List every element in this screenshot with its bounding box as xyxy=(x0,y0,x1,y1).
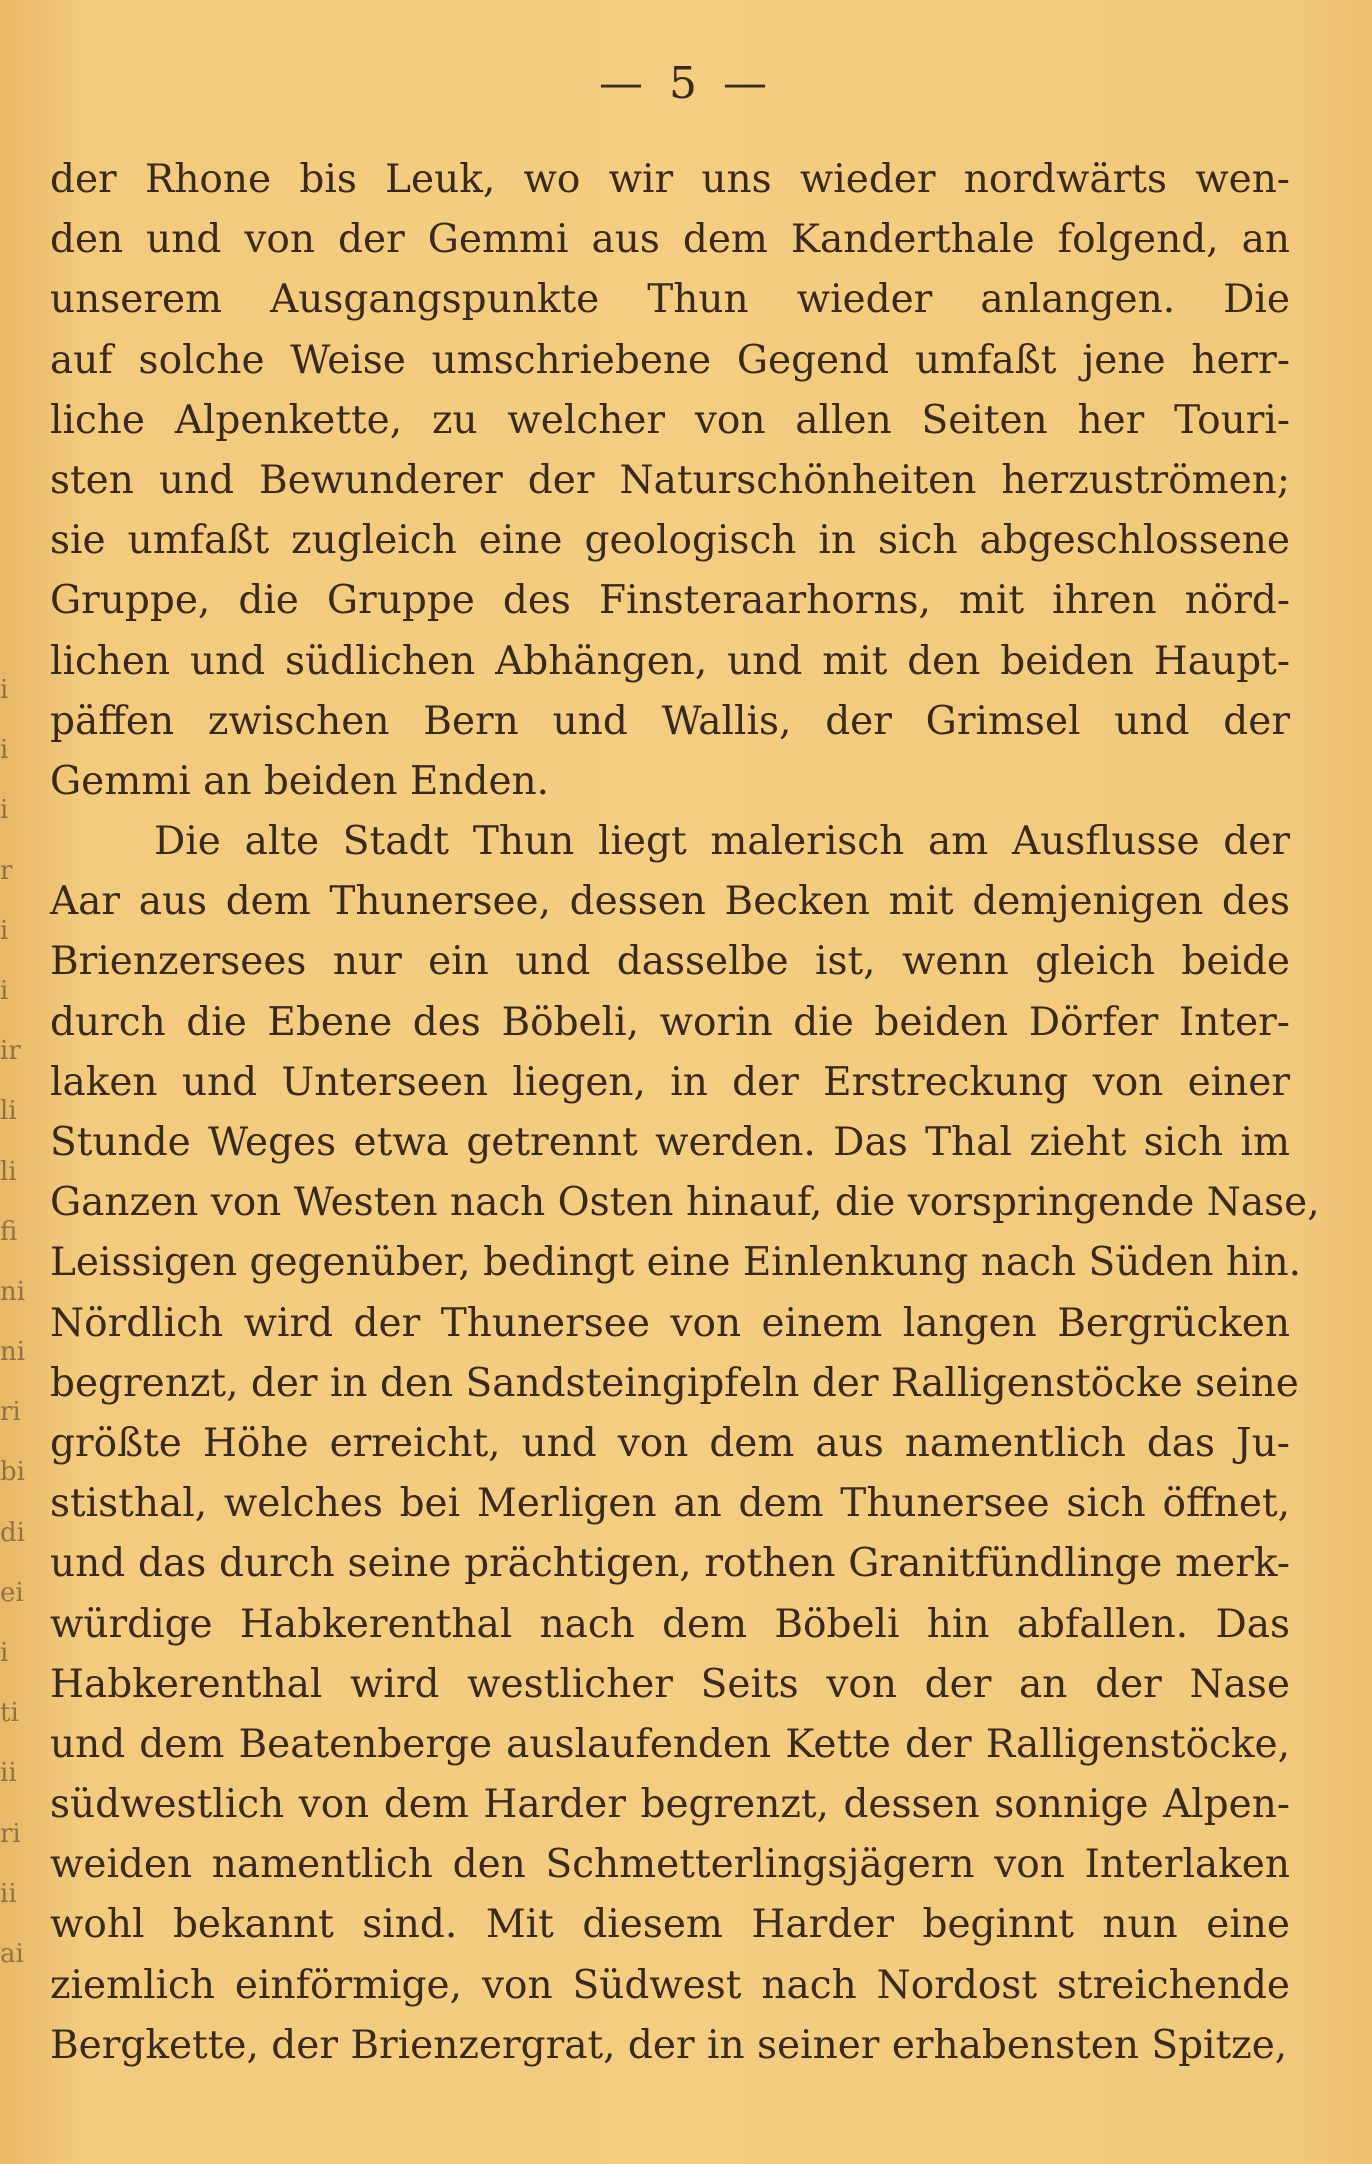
text-line: liche Alpenkette, zu welcher von allen Seiten her Touri- xyxy=(50,397,1290,443)
bleed-mark: i xyxy=(0,915,9,946)
text-line: unserem Ausgangspunkte Thun wieder anlangen. Die xyxy=(50,277,1290,323)
text-line: Brienzersees nur ein und dasselbe ist, wenn gleich beide xyxy=(50,939,1290,985)
text-line: Bergkette, der Brienzergrat, der in seiner erhabensten Spitze, xyxy=(50,2022,1288,2068)
body-text xyxy=(50,150,1320,2076)
bleed-mark: li xyxy=(0,1096,17,1127)
bleed-mark: li xyxy=(0,1156,17,1187)
bleed-mark: r xyxy=(0,855,13,886)
text-line: ziemlich einförmige, von Südwest nach Nordost streichende xyxy=(50,1962,1290,2008)
bleed-mark: i xyxy=(0,795,9,826)
bleed-mark: ni xyxy=(0,1337,26,1368)
text-line: und das durch seine prächtigen, rothen Granitfündlinge merk- xyxy=(50,1541,1290,1587)
bleed-mark: ei xyxy=(0,1577,24,1608)
text-line: weiden namentlich den Schmetterlingsjägern von Interlaken xyxy=(50,1842,1290,1888)
bleed-mark: ir xyxy=(0,1036,21,1067)
text-line: Die alte Stadt Thun liegt malerisch am Ausflusse der xyxy=(154,819,1290,865)
text-line: stisthal, welches bei Merligen an dem Thunersee sich öffnet, xyxy=(50,1481,1290,1527)
bleed-mark: i xyxy=(0,675,9,705)
text-line: den und von der Gemmi aus dem Kanderthale folgend, an xyxy=(50,217,1290,263)
text-line: Ganzen von Westen nach Osten hinauf, die vorspringende Nase, xyxy=(50,1180,1320,1226)
page-number: — 5 — xyxy=(599,58,773,109)
bleed-mark: ni xyxy=(0,1276,26,1307)
text-line: sten und Bewunderer der Naturschönheiten herzuströmen; xyxy=(50,457,1290,503)
text-line: und dem Beatenberge auslaufenden Kette der Ralligenstöcke, xyxy=(50,1721,1290,1767)
bleed-mark: fi xyxy=(0,1216,18,1247)
text-line: südwestlich von dem Harder begrenzt, dessen sonnige Alpen- xyxy=(50,1782,1290,1828)
bleed-mark: di xyxy=(0,1517,25,1548)
bleed-mark: ri xyxy=(0,1818,21,1849)
text-line: lichen und südlichen Abhängen, und mit den beiden Haupt- xyxy=(50,638,1290,684)
text-line: Gruppe, die Gruppe des Finsteraarhorns, mit ihren nörd- xyxy=(50,578,1290,624)
text-line: Leissigen gegenüber, bedingt eine Einlenkung nach Süden hin. xyxy=(50,1240,1302,1286)
text-line: Habkerenthal wird westlicher Seits von der an der Nase xyxy=(50,1661,1290,1707)
bleed-mark: ti xyxy=(0,1698,19,1729)
bleed-mark: ii xyxy=(0,1878,17,1909)
text-line: der Rhone bis Leuk, wo wir uns wieder nordwärts wen- xyxy=(50,157,1290,202)
text-line: würdige Habkerenthal nach dem Böbeli hin abfallen. Das xyxy=(50,1601,1290,1647)
bleed-mark: bi xyxy=(0,1457,25,1488)
bleed-mark: ai xyxy=(0,1938,24,1969)
bleed-mark: i xyxy=(0,735,9,766)
text-line: auf solche Weise umschriebene Gegend umfaßt jene herr- xyxy=(50,337,1290,383)
text-line: größte Höhe erreicht, und von dem aus namentlich das Ju- xyxy=(50,1420,1290,1466)
left-margin-bleed-through xyxy=(0,660,26,1984)
text-line: Gemmi an beiden Enden. xyxy=(50,758,550,804)
text-line: päffen zwischen Bern und Wallis, der Grimsel und der xyxy=(50,698,1290,744)
bleed-mark: ri xyxy=(0,1397,21,1428)
text-line: wohl bekannt sind. Mit diesem Harder beginnt nun eine xyxy=(50,1902,1290,1948)
text-line: Aar aus dem Thunersee, dessen Becken mit demjenigen des xyxy=(50,879,1290,925)
text-line: Nördlich wird der Thunersee von einem langen Bergrücken xyxy=(50,1300,1290,1346)
bleed-mark: ii xyxy=(0,1758,17,1789)
text-line: begrenzt, der in den Sandsteingipfeln der Ralligenstöcke seine xyxy=(50,1360,1299,1406)
text-line: Stunde Weges etwa getrennt werden. Das Thal zieht sich im xyxy=(50,1120,1290,1165)
bleed-mark: i xyxy=(0,975,9,1006)
text-line: sie umfaßt zugleich eine geologisch in sich abgeschlossene xyxy=(50,518,1290,564)
bleed-mark: i xyxy=(0,1638,9,1668)
text-line: durch die Ebene des Böbeli, worin die beiden Dörfer Inter- xyxy=(50,999,1290,1045)
text-line: laken und Unterseen liegen, in der Erstreckung von einer xyxy=(50,1059,1290,1105)
